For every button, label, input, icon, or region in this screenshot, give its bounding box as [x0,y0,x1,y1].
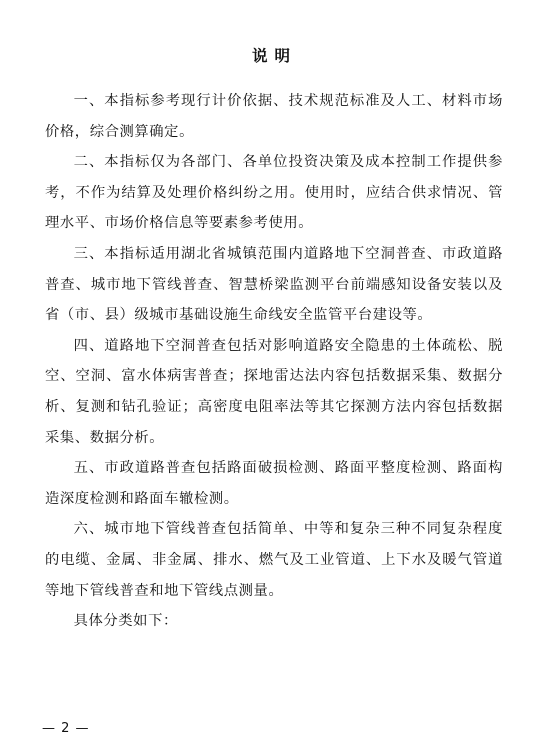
paragraph-6: 六、城市地下管线普查包括简单、中等和复杂三种不同复杂程度的电缆、金属、非金属、排水、燃气及工业管道、上下水及暖气管道等地下管线普查和地下管线点测量。 [45,521,503,599]
document-title: 说明 [251,47,297,65]
paragraph-5: 五、市政道路普查包括路面破损检测、路面平整度检测、路面构造深度检测和路面车辙检测。 [45,460,503,507]
page-number: — 2 — [42,721,90,736]
paragraph-1: 一、本指标参考现行计价依据、技术规范标准及人工、材料市场价格，综合测算确定。 [45,93,503,140]
paragraph-2: 二、本指标仅为各部门、各单位投资决策及成本控制工作提供参考，不作为结算及处理价格纠纷之用。使用时，应结合供求情况、管理水平、市场价格信息等要素参考使用。 [45,154,503,232]
paragraph-4: 四、道路地下空洞普查包括对影响道路安全隐患的土体疏松、脱空、空洞、富水体病害普查；探地雷达法内容包括数据采集、数据分析、复测和钻孔验证；高密度电阻率法等其它探测方法内容包括数据采集、数据分析。 [45,337,503,446]
paragraph-3: 三、本指标适用湖北省城镇范围内道路地下空洞普查、市政道路普查、城市地下管线普查、智慧桥梁监测平台前端感知设备安装以及省（市、县）级城市基础设施生命线安全监管平台建设等。 [45,245,503,324]
paragraph-7: 具体分类如下： [73,613,178,630]
document-body [45,86,503,637]
